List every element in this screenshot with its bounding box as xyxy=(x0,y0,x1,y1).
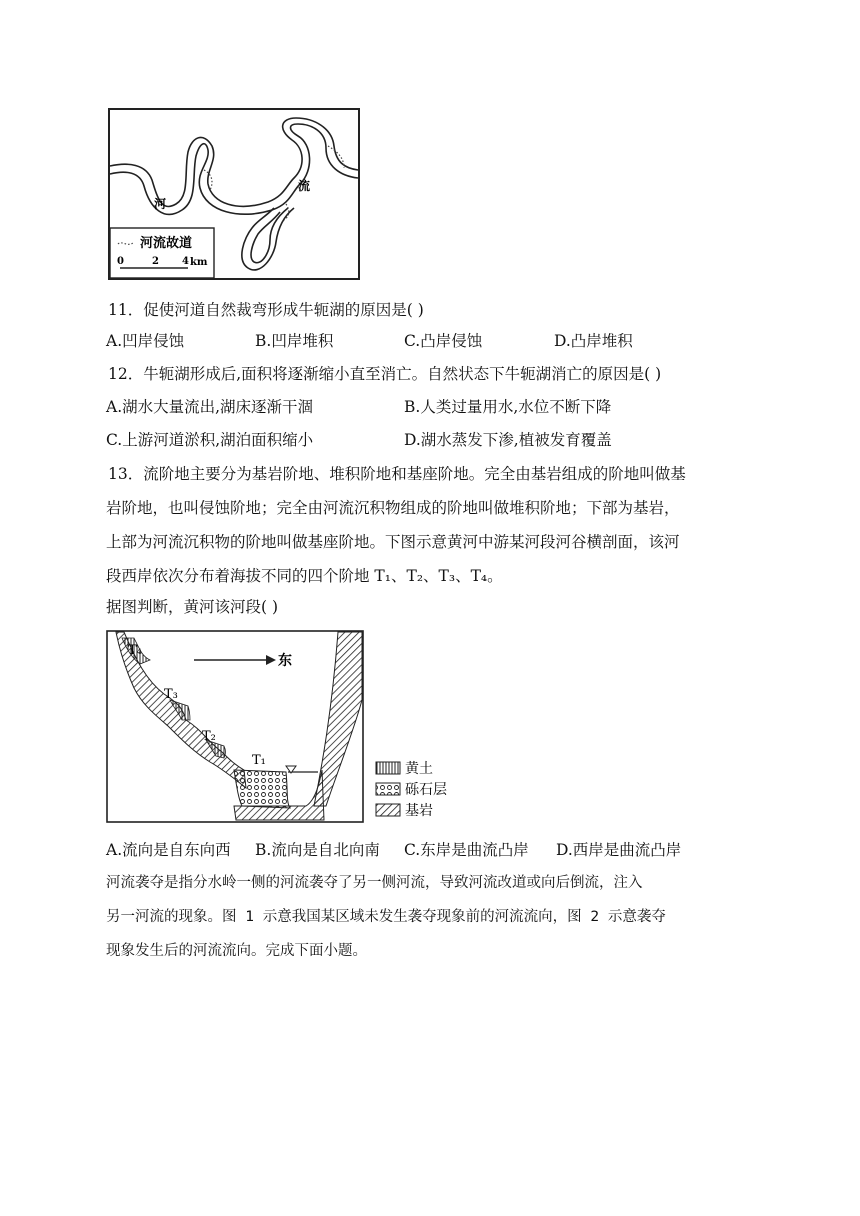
legend-loess: 黄土 xyxy=(405,761,433,777)
q12-option-c[interactable]: C.上游河道淤积,湖泊面积缩小 xyxy=(106,431,314,449)
river-label-liu: 流 xyxy=(298,179,311,193)
scale-2: 2 xyxy=(152,256,159,267)
section-legend xyxy=(376,760,447,819)
q13-stem-line-2: 岩阶地，也叫侵蚀阶地；完全由河流沉积物组成的阶地叫做堆积阶地；下部为基岩， xyxy=(106,499,680,517)
q13-stem-line-1: 13．流阶地主要分为基岩阶地、堆积阶地和基座阶地。完全由基岩组成的阶地叫做基 xyxy=(108,465,686,483)
q13-stem-line-3: 上部为河流沉积物的阶地叫做基座阶地。下图示意黄河中游某河段河谷横剖面，该河 xyxy=(106,533,680,551)
scale-unit: km xyxy=(190,257,208,268)
terrace-label-t1: T₁ xyxy=(252,753,266,768)
q11-option-d[interactable]: D.凸岸堆积 xyxy=(554,332,633,350)
q12-option-d[interactable]: D.湖水蒸发下渗,植被发育覆盖 xyxy=(404,431,612,449)
map-legend xyxy=(110,228,214,278)
river-label-he: 河 xyxy=(154,197,167,211)
meander-map-figure xyxy=(108,108,360,280)
legend-gravel: 砾石层 xyxy=(405,782,447,798)
passage-line-2: 另一河流的现象。图 1 示意我国某区域未发生袭夺现象前的河流流向，图 2 示意袭夺 xyxy=(106,909,666,925)
legend-old-course-label: 河流故道 xyxy=(140,236,193,251)
q13-option-b[interactable]: B.流向是自北向南 xyxy=(255,841,380,859)
terrace-t1-gravel xyxy=(234,770,290,808)
q13-option-d[interactable]: D.西岸是曲流凸岸 xyxy=(556,841,682,859)
q13-stem-line-5: 据图判断，黄河该河段( ) xyxy=(106,598,279,616)
q12-stem: 12．牛轭湖形成后,面积将逐渐缩小直至消亡。自然状态下牛轭湖消亡的原因是( ) xyxy=(108,365,662,383)
q12-option-a[interactable]: A.湖水大量流出,湖床逐渐干涸 xyxy=(106,398,314,416)
q11-option-a[interactable]: A.凹岸侵蚀 xyxy=(106,332,185,350)
legend-bedrock: 基岩 xyxy=(405,803,433,819)
valley-cross-section-figure xyxy=(106,630,466,826)
q11-option-c[interactable]: C.凸岸侵蚀 xyxy=(404,332,483,350)
terrace-label-t3: T₃ xyxy=(164,687,178,702)
scale-0: 0 xyxy=(117,256,124,267)
terrace-label-t4: T₄ xyxy=(128,643,142,658)
q11-stem: 11．促使河道自然裁弯形成牛轭湖的原因是( ) xyxy=(108,301,424,319)
q12-option-b[interactable]: B.人类过量用水,水位不断下降 xyxy=(404,398,612,416)
scale-4: 4 xyxy=(182,256,189,267)
q13-option-c[interactable]: C.东岸是曲流凸岸 xyxy=(404,841,529,859)
q13-stem-line-4: 段西岸依次分布着海拔不同的四个阶地 T₁、T₂、T₃、T₄。 xyxy=(106,567,503,585)
q13-option-a[interactable]: A.流向是自东向西 xyxy=(106,841,231,859)
terrace-label-t2: T₂ xyxy=(202,729,216,744)
q11-option-b[interactable]: B.凹岸堆积 xyxy=(255,332,334,350)
passage-line-3: 现象发生后的河流流向。完成下面小题。 xyxy=(106,943,367,959)
direction-label: 东 xyxy=(278,653,292,669)
passage-line-1: 河流袭夺是指分水岭一侧的河流袭夺了另一侧河流，导致河流改道或向后倒流，注入 xyxy=(106,875,643,891)
